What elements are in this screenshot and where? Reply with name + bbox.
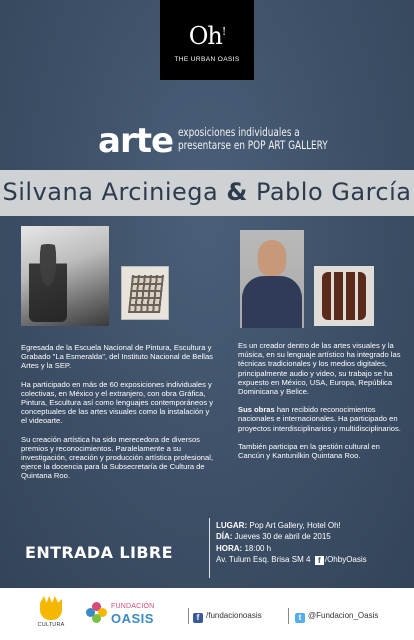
event-address: Av. Tulum Esq. Brisa SM 4 bbox=[216, 554, 311, 564]
divider bbox=[209, 518, 210, 578]
silvana-artwork bbox=[121, 266, 169, 320]
bio-paragraph: Egresada de la Escuela Nacional de Pintura, Escultura y Grabado "La Esmeralda", del Instituto Nacional de Bellas Artes y la SEP. bbox=[21, 343, 213, 371]
footer-divider bbox=[188, 608, 189, 624]
cultura-logo bbox=[36, 596, 66, 628]
logo-mark: Oh! bbox=[188, 22, 226, 50]
bio-paragraph: Sus obras han recibido reconocimientos nacionales e internacionales. Ha participado en proyectos interdisciplinarios y multidisciplinarios. bbox=[238, 405, 401, 433]
facebook-icon: f bbox=[193, 613, 203, 623]
entrada-libre: ENTRADA LIBRE bbox=[25, 543, 173, 562]
event-facebook-link[interactable]: /OhbyOasis bbox=[324, 554, 367, 564]
oh-logo bbox=[160, 0, 254, 80]
artist-names: Silvana Arciniega & Pablo García bbox=[2, 178, 412, 206]
bio-paragraph: También participa en la gestión cultural en Cancún y Kantunilkin Quintana Roo. bbox=[238, 441, 380, 461]
silvana-bio bbox=[21, 343, 217, 490]
pablo-bio bbox=[238, 341, 404, 469]
silvana-portrait bbox=[21, 226, 109, 326]
logo-tagline: THE URBAN OASIS bbox=[174, 56, 240, 63]
pablo-portrait bbox=[240, 230, 304, 328]
twitter-icon: t bbox=[295, 613, 305, 623]
bio-paragraph: Ha participado en más de 60 exposiciones individuales y colectivas, en México y el extranjero, con obra Gráfica, Pintura, Escultura así como lenguajes contemporáneos y conceptuales de las artes visuales como la instalación y el videoarte. bbox=[21, 379, 214, 426]
arte-subtitle: exposiciones individuales a presentarse en POP ART GALLERY bbox=[178, 125, 328, 152]
footer-divider bbox=[288, 608, 289, 624]
flower-icon bbox=[86, 602, 108, 624]
event-place: LUGAR: Pop Art Gallery, Hotel Oh! bbox=[216, 521, 341, 530]
footer-facebook-link[interactable]: f /fundacionoasis bbox=[193, 611, 262, 623]
event-details bbox=[216, 520, 412, 565]
bio-paragraph: Su creación artística ha sido merecedora de diversos premios y reconocimientos. Paralelamente a su investigación, creación y producción artística profesional, ejerce la docencia para la Subsecretaría de Cultura de Quintana Roo. bbox=[21, 434, 214, 481]
bio-paragraph: Es un creador dentro de las artes visuales y la música, en su lenguaje artístico ha integrado las técnicas tradicionales y los medios digitales, principalmente audio y video, su trabajo se ha expuesto en México, USA, Europa, República Dominicana y Belice. bbox=[238, 341, 401, 397]
pablo-artwork bbox=[314, 266, 374, 326]
cultura-label: CULTURA bbox=[37, 622, 65, 628]
fundacion-oasis-logo: FUNDACIÓN OASIS bbox=[86, 600, 176, 628]
footer-twitter-link[interactable]: t @Fundacion_Oasis bbox=[295, 611, 378, 623]
event-time: HORA: 18:00 h bbox=[216, 543, 272, 553]
hand-icon bbox=[40, 596, 62, 620]
arte-title: arte bbox=[98, 121, 174, 161]
event-address-line bbox=[216, 554, 412, 565]
event-date: DÍA: Jueves 30 de abril de 2015 bbox=[216, 532, 331, 542]
facebook-icon: f bbox=[315, 556, 324, 565]
